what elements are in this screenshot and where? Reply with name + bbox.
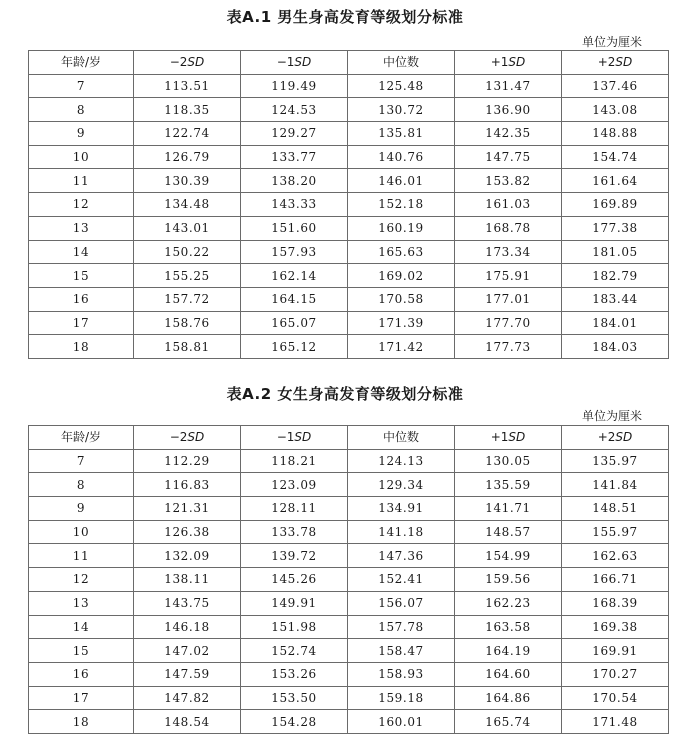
table-row xyxy=(29,497,669,521)
value-cell: 126.79 xyxy=(134,145,241,169)
table-row xyxy=(29,544,669,568)
table-row xyxy=(29,74,669,98)
header-value: −1 xyxy=(276,55,295,70)
age-cell: 12 xyxy=(29,568,134,592)
value-cell: 159.18 xyxy=(348,686,455,710)
table-row xyxy=(29,240,669,264)
value-cell: 140.76 xyxy=(348,145,455,169)
value-cell: 118.35 xyxy=(134,98,241,122)
value-cell: 152.18 xyxy=(348,193,455,217)
value-cell: 169.02 xyxy=(348,264,455,288)
value-cell: 129.27 xyxy=(241,122,348,146)
value-cell: 152.74 xyxy=(241,639,348,663)
header-plus1sd xyxy=(455,426,562,450)
value-cell: 164.86 xyxy=(455,686,562,710)
value-cell: 112.29 xyxy=(134,449,241,473)
value-cell: 148.57 xyxy=(455,520,562,544)
value-cell: 155.97 xyxy=(562,520,669,544)
age-cell: 7 xyxy=(29,449,134,473)
value-cell: 184.01 xyxy=(562,311,669,335)
value-cell: 125.48 xyxy=(348,74,455,98)
value-cell: 141.71 xyxy=(455,497,562,521)
header-minus2sd xyxy=(134,426,241,450)
value-cell: 148.88 xyxy=(562,122,669,146)
table-row xyxy=(29,615,669,639)
value-cell: 153.26 xyxy=(241,662,348,686)
value-cell: 143.08 xyxy=(562,98,669,122)
age-cell: 13 xyxy=(29,216,134,240)
table-row xyxy=(29,591,669,615)
table-row xyxy=(29,216,669,240)
value-cell: 145.26 xyxy=(241,568,348,592)
table-row xyxy=(29,264,669,288)
value-cell: 138.20 xyxy=(241,169,348,193)
value-cell: 158.76 xyxy=(134,311,241,335)
value-cell: 123.09 xyxy=(241,473,348,497)
value-cell: 142.35 xyxy=(455,122,562,146)
value-cell: 137.46 xyxy=(562,74,669,98)
table-row xyxy=(29,335,669,359)
header-minus2sd xyxy=(134,51,241,75)
table-body xyxy=(29,74,669,358)
age-cell: 10 xyxy=(29,145,134,169)
value-cell: 160.01 xyxy=(348,710,455,734)
value-cell: 148.51 xyxy=(562,497,669,521)
value-cell: 149.91 xyxy=(241,591,348,615)
value-cell: 138.11 xyxy=(134,568,241,592)
value-cell: 155.25 xyxy=(134,264,241,288)
value-cell: 171.48 xyxy=(562,710,669,734)
value-cell: 148.54 xyxy=(134,710,241,734)
sd-suffix: SD xyxy=(294,55,312,70)
value-cell: 141.84 xyxy=(562,473,669,497)
value-cell: 154.99 xyxy=(455,544,562,568)
header-median: 中位数 xyxy=(348,51,455,75)
value-cell: 173.34 xyxy=(455,240,562,264)
value-cell: 161.64 xyxy=(562,169,669,193)
value-cell: 147.36 xyxy=(348,544,455,568)
value-cell: 134.91 xyxy=(348,497,455,521)
table-row xyxy=(29,568,669,592)
value-cell: 130.39 xyxy=(134,169,241,193)
value-cell: 162.14 xyxy=(241,264,348,288)
value-cell: 118.21 xyxy=(241,449,348,473)
value-cell: 165.74 xyxy=(455,710,562,734)
value-cell: 162.63 xyxy=(562,544,669,568)
value-cell: 147.59 xyxy=(134,662,241,686)
value-cell: 129.34 xyxy=(348,473,455,497)
sd-suffix: SD xyxy=(187,55,205,70)
value-cell: 139.72 xyxy=(241,544,348,568)
value-cell: 164.19 xyxy=(455,639,562,663)
table-row xyxy=(29,169,669,193)
value-cell: 136.90 xyxy=(455,98,562,122)
age-cell: 11 xyxy=(29,544,134,568)
table2-title: 表A.2 女生身高发育等级划分标准 xyxy=(226,385,464,403)
value-cell: 166.71 xyxy=(562,568,669,592)
sd-suffix: SD xyxy=(187,430,205,445)
sd-suffix: SD xyxy=(508,55,526,70)
value-cell: 158.47 xyxy=(348,639,455,663)
value-cell: 116.83 xyxy=(134,473,241,497)
value-cell: 135.81 xyxy=(348,122,455,146)
table-header-row xyxy=(29,51,669,75)
value-cell: 168.78 xyxy=(455,216,562,240)
value-cell: 170.27 xyxy=(562,662,669,686)
value-cell: 147.02 xyxy=(134,639,241,663)
value-cell: 177.01 xyxy=(455,287,562,311)
table-row xyxy=(29,686,669,710)
value-cell: 133.78 xyxy=(241,520,348,544)
value-cell: 134.48 xyxy=(134,193,241,217)
value-cell: 168.39 xyxy=(562,591,669,615)
sd-suffix: SD xyxy=(615,430,633,445)
value-cell: 162.23 xyxy=(455,591,562,615)
value-cell: 130.05 xyxy=(455,449,562,473)
value-cell: 143.75 xyxy=(134,591,241,615)
value-cell: 177.70 xyxy=(455,311,562,335)
value-cell: 171.42 xyxy=(348,335,455,359)
value-cell: 163.58 xyxy=(455,615,562,639)
value-cell: 165.12 xyxy=(241,335,348,359)
age-cell: 8 xyxy=(29,98,134,122)
value-cell: 158.81 xyxy=(134,335,241,359)
value-cell: 122.74 xyxy=(134,122,241,146)
value-cell: 132.09 xyxy=(134,544,241,568)
value-cell: 183.44 xyxy=(562,287,669,311)
age-cell: 12 xyxy=(29,193,134,217)
value-cell: 177.38 xyxy=(562,216,669,240)
value-cell: 141.18 xyxy=(348,520,455,544)
value-cell: 154.74 xyxy=(562,145,669,169)
value-cell: 164.15 xyxy=(241,287,348,311)
value-cell: 153.50 xyxy=(241,686,348,710)
header-minus1sd xyxy=(241,426,348,450)
header-value: +1 xyxy=(490,430,509,445)
table-row xyxy=(29,710,669,734)
table-row xyxy=(29,449,669,473)
table-row xyxy=(29,98,669,122)
header-value: +2 xyxy=(597,55,616,70)
value-cell: 157.78 xyxy=(348,615,455,639)
value-cell: 113.51 xyxy=(134,74,241,98)
table2-unit-label: 单位为厘米 xyxy=(582,409,643,423)
value-cell: 143.01 xyxy=(134,216,241,240)
age-cell: 17 xyxy=(29,686,134,710)
value-cell: 150.22 xyxy=(134,240,241,264)
header-value: +2 xyxy=(597,430,616,445)
value-cell: 170.54 xyxy=(562,686,669,710)
value-cell: 143.33 xyxy=(241,193,348,217)
value-cell: 131.47 xyxy=(455,74,562,98)
value-cell: 153.82 xyxy=(455,169,562,193)
value-cell: 124.13 xyxy=(348,449,455,473)
value-cell: 147.75 xyxy=(455,145,562,169)
age-cell: 14 xyxy=(29,615,134,639)
table-row xyxy=(29,662,669,686)
header-minus1sd xyxy=(241,51,348,75)
value-cell: 181.05 xyxy=(562,240,669,264)
header-value: −2 xyxy=(169,55,188,70)
value-cell: 126.38 xyxy=(134,520,241,544)
value-cell: 151.60 xyxy=(241,216,348,240)
girls-height-table xyxy=(28,425,669,734)
table-row xyxy=(29,122,669,146)
age-cell: 14 xyxy=(29,240,134,264)
value-cell: 157.93 xyxy=(241,240,348,264)
value-cell: 169.91 xyxy=(562,639,669,663)
age-cell: 10 xyxy=(29,520,134,544)
header-age: 年龄/岁 xyxy=(29,426,134,450)
age-cell: 18 xyxy=(29,335,134,359)
table-row xyxy=(29,639,669,663)
value-cell: 160.19 xyxy=(348,216,455,240)
value-cell: 175.91 xyxy=(455,264,562,288)
value-cell: 151.98 xyxy=(241,615,348,639)
age-cell: 9 xyxy=(29,122,134,146)
header-value: −1 xyxy=(276,430,295,445)
value-cell: 157.72 xyxy=(134,287,241,311)
table-header-row xyxy=(29,426,669,450)
value-cell: 182.79 xyxy=(562,264,669,288)
value-cell: 164.60 xyxy=(455,662,562,686)
age-cell: 16 xyxy=(29,662,134,686)
table-row xyxy=(29,520,669,544)
age-cell: 16 xyxy=(29,287,134,311)
value-cell: 146.18 xyxy=(134,615,241,639)
value-cell: 177.73 xyxy=(455,335,562,359)
header-plus2sd xyxy=(562,51,669,75)
value-cell: 119.49 xyxy=(241,74,348,98)
value-cell: 156.07 xyxy=(348,591,455,615)
value-cell: 133.77 xyxy=(241,145,348,169)
value-cell: 170.58 xyxy=(348,287,455,311)
sd-suffix: SD xyxy=(294,430,312,445)
age-cell: 7 xyxy=(29,74,134,98)
value-cell: 165.07 xyxy=(241,311,348,335)
header-plus2sd xyxy=(562,426,669,450)
value-cell: 130.72 xyxy=(348,98,455,122)
value-cell: 169.89 xyxy=(562,193,669,217)
table-row xyxy=(29,473,669,497)
value-cell: 121.31 xyxy=(134,497,241,521)
header-value: −2 xyxy=(169,430,188,445)
table-row xyxy=(29,287,669,311)
age-cell: 8 xyxy=(29,473,134,497)
table1-title: 表A.1 男生身高发育等级划分标准 xyxy=(226,8,464,26)
age-cell: 11 xyxy=(29,169,134,193)
age-cell: 17 xyxy=(29,311,134,335)
value-cell: 135.97 xyxy=(562,449,669,473)
header-median: 中位数 xyxy=(348,426,455,450)
value-cell: 135.59 xyxy=(455,473,562,497)
value-cell: 158.93 xyxy=(348,662,455,686)
header-value: +1 xyxy=(490,55,509,70)
boys-height-table xyxy=(28,50,669,359)
value-cell: 124.53 xyxy=(241,98,348,122)
value-cell: 161.03 xyxy=(455,193,562,217)
value-cell: 184.03 xyxy=(562,335,669,359)
table1-unit-label: 单位为厘米 xyxy=(582,35,643,49)
table-body xyxy=(29,449,669,733)
header-plus1sd xyxy=(455,51,562,75)
age-cell: 13 xyxy=(29,591,134,615)
age-cell: 18 xyxy=(29,710,134,734)
value-cell: 152.41 xyxy=(348,568,455,592)
value-cell: 146.01 xyxy=(348,169,455,193)
sd-suffix: SD xyxy=(508,430,526,445)
table-row xyxy=(29,145,669,169)
table-row xyxy=(29,311,669,335)
value-cell: 154.28 xyxy=(241,710,348,734)
value-cell: 159.56 xyxy=(455,568,562,592)
sd-suffix: SD xyxy=(615,55,633,70)
age-cell: 9 xyxy=(29,497,134,521)
value-cell: 169.38 xyxy=(562,615,669,639)
value-cell: 165.63 xyxy=(348,240,455,264)
value-cell: 128.11 xyxy=(241,497,348,521)
value-cell: 171.39 xyxy=(348,311,455,335)
age-cell: 15 xyxy=(29,639,134,663)
header-age: 年龄/岁 xyxy=(29,51,134,75)
value-cell: 147.82 xyxy=(134,686,241,710)
age-cell: 15 xyxy=(29,264,134,288)
table-row xyxy=(29,193,669,217)
